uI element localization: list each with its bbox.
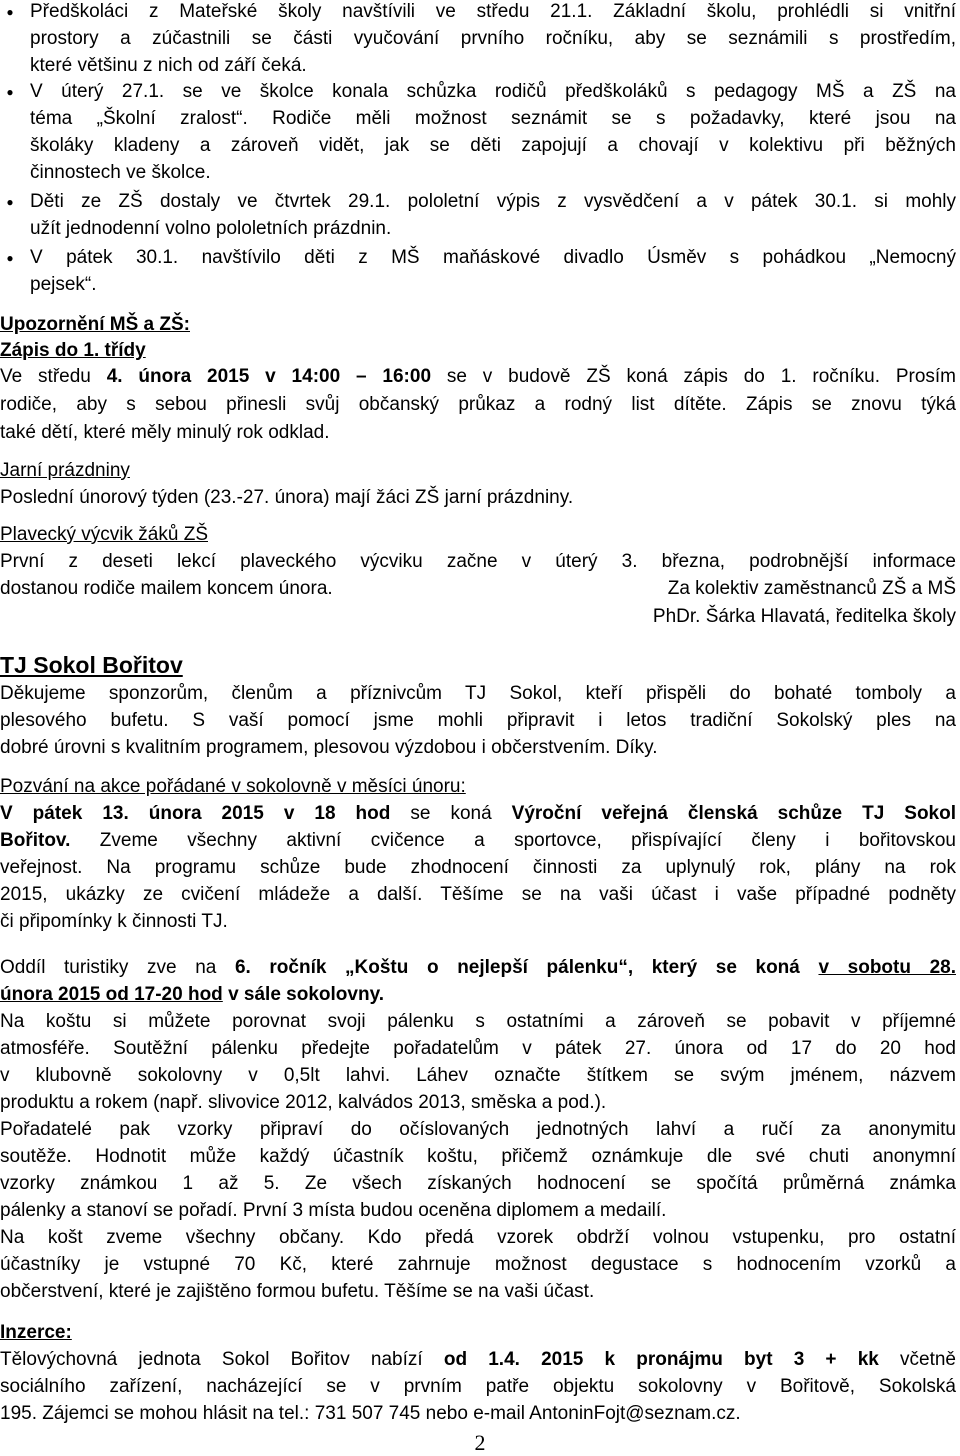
meeting-line-3: veřejnost. Na programu schůze bude zhodnocení činnosti za uplynulý rok, plány na rok [0, 857, 956, 878]
ad-line-2: sociálního zařízení, nacházející se v prvním patře objektu sokolovny v Bořitově, Sokolská [0, 1376, 956, 1397]
signature-collective: Za kolektiv zaměstnanců ZŠ a MŠ [667, 578, 956, 599]
holidays-heading: Jarní prázdniny [0, 460, 130, 481]
bullet-2-line-3: školáky kladeny a zároveň vidět, jak se děti zapojují a chovají v kolektivu při běžných [30, 135, 956, 156]
brandy-line-1: Oddíl turistiky zve na 6. ročník „Koštu o nejlepší pálenku“, který se koná v sobotu 28. [0, 957, 956, 978]
bullet-icon: ● [6, 195, 14, 209]
page-number: 2 [474, 1430, 486, 1455]
bullet-2-line-1: V úterý 27.1. se ve školce konala schůzka rodičů předškoláků s pedagogy MŠ a ZŠ na [30, 81, 956, 102]
swimming-line-2: dostanou rodiče mailem koncem února. [0, 578, 333, 599]
bullet-1-line-2: prostory a zúčastnili se části vyučování prvního ročníku, aby se seznámili s prostředím, [30, 28, 956, 49]
brandy-text-line: v klubovně sokolovny v 0,5lt lahvi. Láhev označte štítkem se svým jménem, názvem [0, 1065, 956, 1086]
meeting-line-5: či připomínky k činnosti TJ. [0, 911, 228, 932]
enrollment-heading: Zápis do 1. třídy [0, 340, 146, 361]
bullet-1-line-1: Předškoláci z Mateřské školy navštívili ve středu 21.1. Základní školu, prohlédli si vnitřní [30, 1, 956, 22]
invitation-heading: Pozvání na akce pořádané v sokolovně v měsíci únoru: [0, 776, 466, 797]
brandy-text-line: atmosféře. Soutěžní pálenku předejte pořadatelům v pátek 27. února od 17 do 20 hod [0, 1038, 956, 1059]
thanks-line-1: Děkujeme sponzorům, členům a příznivcům TJ Sokol, kteří přispěli do bohaté tomboly a [0, 683, 956, 704]
bullet-1-line-3: které většinu z nich od září čeká. [30, 55, 307, 76]
ads-heading: Inzerce: [0, 1322, 72, 1343]
brandy-text-line: Na košt zveme všechny občany. Kdo předá vzorek obdrží volnou vstupenku, pro ostatní [0, 1227, 956, 1248]
brandy-line-2: února 2015 od 17-20 hod v sále sokolovny. [0, 984, 385, 1005]
thanks-line-3: dobré úrovni s kvalitním programem, plesovou výzdobou i občerstvením. Díky. [0, 737, 658, 758]
bullet-4-line-1: V pátek 30.1. navštívilo děti z MŠ maňáskové divadlo Úsměv s pohádkou „Nemocný [30, 247, 956, 268]
bullet-icon: ● [6, 251, 14, 265]
bullet-4-line-2: pejsek“. [30, 274, 97, 295]
bullet-3-line-2: užít jednodenní volno pololetních prázdnin. [30, 218, 392, 239]
sokol-heading: TJ Sokol Bořitov [0, 652, 183, 678]
bullet-2-line-4: činnostech ve školce. [30, 162, 211, 183]
brandy-text-line: občerstvení, které je zajištěno formou bufetu. Těšíme se na vaši účast. [0, 1281, 595, 1302]
brandy-text-line: produktu a rokem (např. slivovice 2012, kalvádos 2013, směska a pod.). [0, 1092, 607, 1113]
meeting-line-4: 2015, ukázky ze cvičení mládeže a další. Těšíme se na vaši účast i vaše případné podněty [0, 884, 956, 905]
enrollment-line-3: také dětí, které měly minulý rok odklad. [0, 422, 330, 443]
meeting-line-2: Bořitov. Zveme všechny aktivní cvičence a sportovce, přispívající členy i bořitovskou [0, 830, 956, 851]
bullet-2-line-2: téma „Školní zralost“. Rodiče měli možnost seznámit se s požadavky, které jsou na [30, 108, 956, 129]
ad-line-3: 195. Zájemci se mohou hlásit na tel.: 731 507 745 nebo e-mail AntoninFojt@seznam.cz. [0, 1403, 741, 1424]
brandy-text-line: Na koštu si můžete porovnat svoji pálenku s ostatními a zároveň se pobavit v příjemné [0, 1011, 956, 1032]
enrollment-line-2: rodiče, aby s sebou přinesli svůj občanský průkaz a rodný list dítěte. Zápis se znovu týká [0, 394, 956, 415]
brandy-text-line: účastníky je vstupné 70 Kč, které zahrnuje možnost degustace s hodnocením vzorků a [0, 1254, 956, 1275]
signature-name: PhDr. Šárka Hlavatá, ředitelka školy [652, 606, 956, 627]
swimming-line-1: První z deseti lekcí plaveckého výcviku začne v úterý 3. března, podrobnější informace [0, 551, 956, 572]
thanks-line-2: plesového bufetu. S vaší pomocí jsme mohli připravit i letos tradiční Sokolský ples na [0, 710, 956, 731]
holidays-text: Poslední únorový týden (23.-27. února) mají žáci ZŠ jarní prázdniny. [0, 487, 574, 508]
meeting-line-1: V pátek 13. února 2015 v 18 hod se koná Výroční veřejná členská schůze TJ Sokol [0, 803, 956, 824]
bullet-3-line-1: Děti ze ZŠ dostaly ve čtvrtek 29.1. pololetní výpis z vysvědčení a v pátek 30.1. si mohly [30, 191, 956, 212]
ad-line-1: Tělovýchovná jednota Sokol Bořitov nabízí od 1.4. 2015 k pronájmu byt 3 + kk včetně [0, 1349, 956, 1370]
brandy-text-line: vzorky známkou 1 až 5. Ze všech získaných hodnocení se spočítá průměrná známka [0, 1173, 956, 1194]
swimming-heading: Plavecký výcvik žáků ZŠ [0, 524, 208, 545]
brandy-text-line: soutěže. Hodnotit může každý účastník koštu, přičemž oznámkuje dle své chuti anonymní [0, 1146, 956, 1167]
bullet-icon: ● [6, 5, 14, 19]
enrollment-line-1: Ve středu 4. února 2015 v 14:00 – 16:00 se v budově ZŠ koná zápis do 1. ročníku. Prosím [0, 366, 957, 387]
notice-heading: Upozornění MŠ a ZŠ: [0, 314, 190, 335]
brandy-text-line: pálenky a stanoví se pořadí. První 3 místa budou oceněna diplomem a medailí. [0, 1200, 667, 1221]
brandy-text-line: Pořadatelé pak vzorky připraví do očíslovaných jednotných lahví a ručí za anonymitu [0, 1119, 956, 1140]
bullet-icon: ● [6, 85, 14, 99]
